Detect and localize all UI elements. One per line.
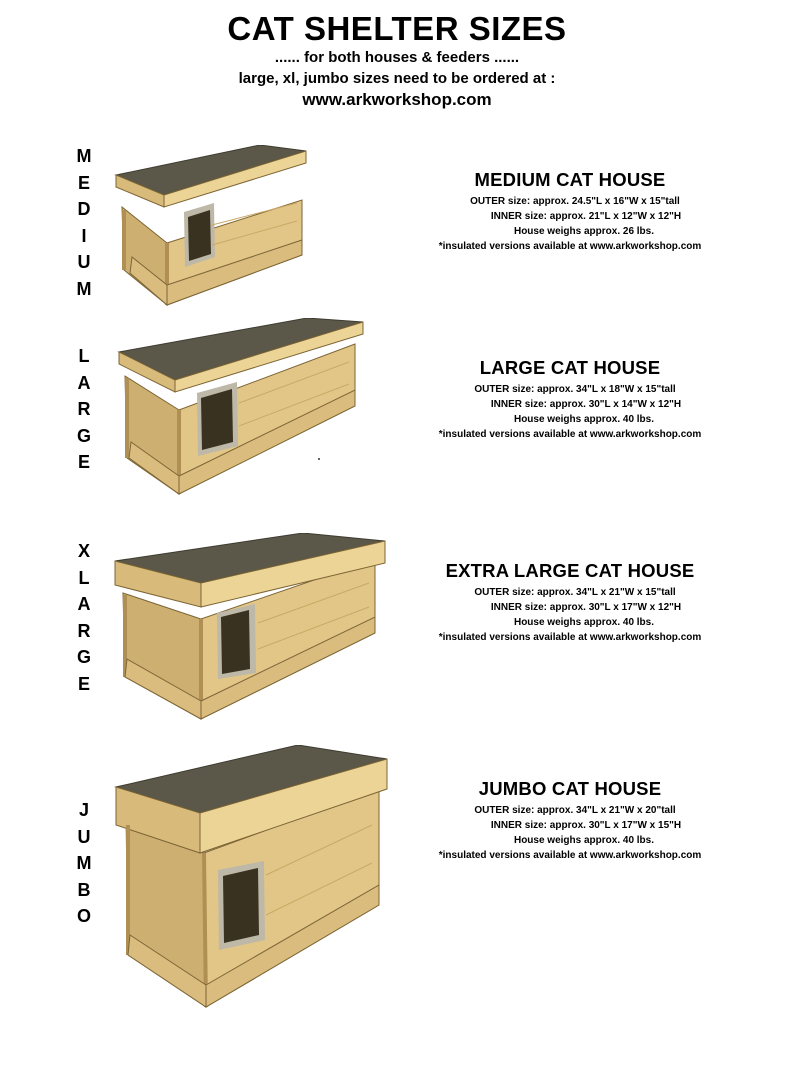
label-letter: A bbox=[77, 594, 91, 614]
outer-size: OUTER size: approx. 34"L x 21"W x 20"tall bbox=[474, 805, 676, 816]
inner-size: INNER size: approx. 30"L x 17"W x 15"H bbox=[490, 820, 682, 831]
label-letter: E bbox=[77, 172, 90, 193]
label-letter: G bbox=[76, 647, 91, 667]
website-link[interactable]: www.arkworkshop.com bbox=[302, 90, 492, 109]
house-name: LARGE CAT HOUSE bbox=[479, 357, 661, 378]
label-letter: U bbox=[77, 826, 91, 847]
label-letter: M bbox=[76, 146, 92, 166]
jumbo-house-info bbox=[405, 778, 735, 863]
vertical-label-large bbox=[72, 343, 96, 476]
inner-size: INNER size: approx. 30"L x 17"W x 12"H bbox=[490, 602, 682, 613]
label-letter: D bbox=[77, 199, 91, 219]
label-letter: G bbox=[76, 425, 91, 446]
label-letter: E bbox=[77, 673, 90, 694]
insulated-note: *insulated versions available at www.arkworkshop.com bbox=[438, 429, 702, 440]
label-letter: I bbox=[81, 225, 87, 246]
page-title: CAT SHELTER SIZES bbox=[227, 10, 567, 47]
medium-house-image bbox=[112, 145, 312, 310]
house-name: MEDIUM CAT HOUSE bbox=[474, 169, 666, 190]
stray-dot bbox=[318, 458, 320, 460]
house-weight: House weighs approx. 40 lbs. bbox=[513, 414, 655, 425]
label-letter: R bbox=[77, 620, 91, 641]
large-house-image bbox=[117, 318, 367, 498]
label-letter: O bbox=[76, 906, 91, 926]
label-letter: R bbox=[77, 399, 91, 419]
label-letter: M bbox=[76, 278, 92, 299]
label-letter: M bbox=[76, 853, 92, 873]
order-note: large, xl, jumbo sizes need to be ordered at : bbox=[238, 70, 556, 87]
label-letter: J bbox=[78, 800, 89, 820]
label-letter: B bbox=[77, 879, 91, 900]
xlarge-house-image bbox=[113, 533, 388, 723]
house-name: JUMBO CAT HOUSE bbox=[478, 778, 662, 799]
outer-size: OUTER size: approx. 34"L x 18"W x 15"tall bbox=[474, 384, 676, 395]
xlarge-house-info bbox=[405, 560, 735, 645]
house-weight: House weighs approx. 26 lbs. bbox=[513, 226, 655, 237]
house-name: EXTRA LARGE CAT HOUSE bbox=[445, 560, 695, 581]
large-house-info bbox=[405, 357, 735, 442]
label-letter: U bbox=[77, 252, 91, 272]
label-letter: A bbox=[77, 372, 91, 393]
inner-size: INNER size: approx. 21"L x 12"W x 12"H bbox=[490, 211, 682, 222]
outer-size: OUTER size: approx. 24.5"L x 16"W x 15"tall bbox=[470, 196, 680, 207]
label-letter: X bbox=[77, 541, 90, 561]
label-letter: L bbox=[78, 346, 90, 366]
page-subtitle: ...... for both houses & feeders ...... bbox=[274, 49, 520, 66]
insulated-note: *insulated versions available at www.arkworkshop.com bbox=[438, 632, 702, 643]
vertical-label-medium bbox=[72, 143, 96, 302]
insulated-note: *insulated versions available at www.arkworkshop.com bbox=[438, 241, 702, 252]
house-weight: House weighs approx. 40 lbs. bbox=[513, 617, 655, 628]
house-weight: House weighs approx. 40 lbs. bbox=[513, 835, 655, 846]
label-letter: L bbox=[78, 567, 90, 588]
jumbo-house-image bbox=[114, 745, 389, 1015]
medium-house-info bbox=[405, 169, 735, 254]
insulated-note: *insulated versions available at www.arkworkshop.com bbox=[438, 850, 702, 861]
label-letter: E bbox=[77, 452, 90, 472]
vertical-label-xlarge bbox=[72, 538, 96, 697]
vertical-label-jumbo bbox=[72, 797, 96, 930]
outer-size: OUTER size: approx. 34"L x 21"W x 15"tall bbox=[474, 587, 676, 598]
inner-size: INNER size: approx. 30"L x 14"W x 12"H bbox=[490, 399, 682, 410]
